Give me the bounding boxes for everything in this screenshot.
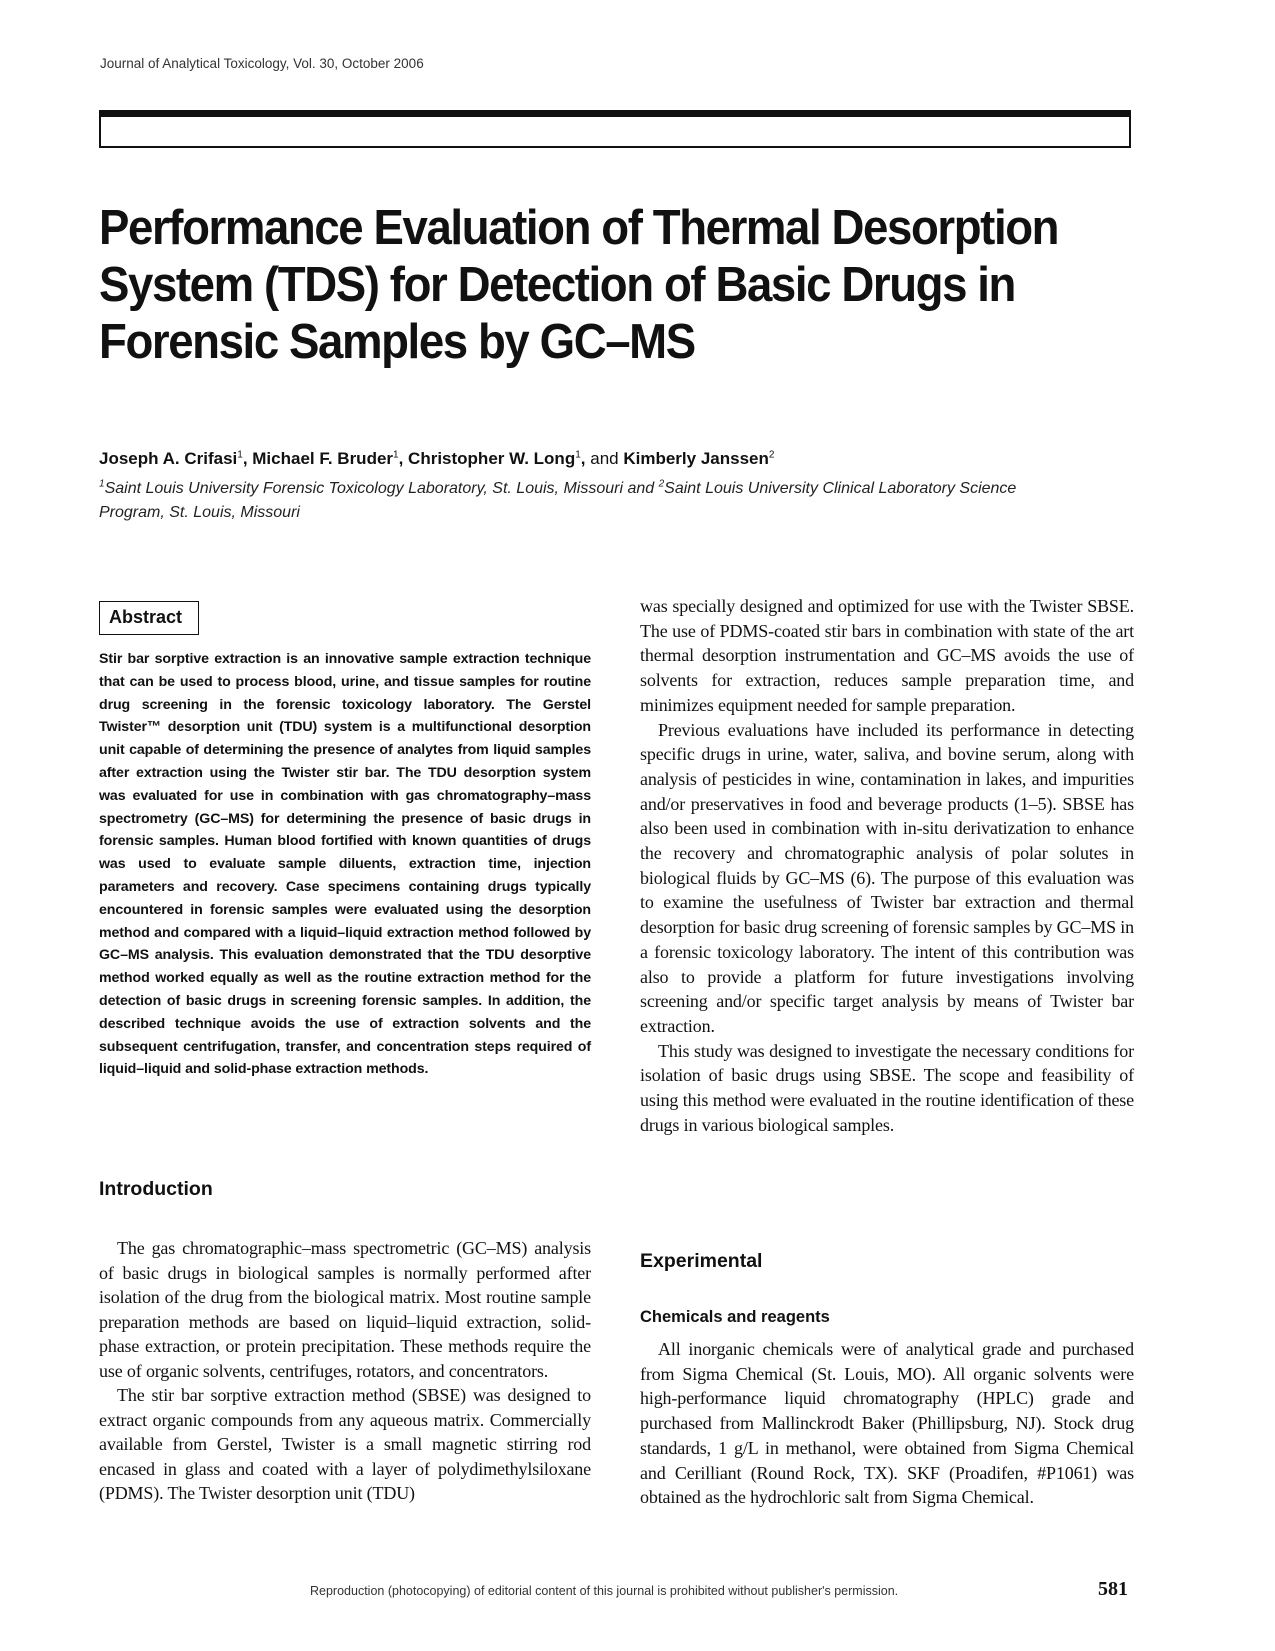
- running-head: Journal of Analytical Toxicology, Vol. 30, October 2006: [100, 56, 424, 71]
- affiliations: [99, 477, 1059, 525]
- page-number: 581: [1098, 1578, 1128, 1600]
- experimental-body: [640, 1337, 1134, 1510]
- author-2: Michael F. Bruder: [252, 449, 394, 468]
- author-3-affil: 1: [575, 449, 581, 461]
- author-3: Christopher W. Long: [408, 449, 576, 468]
- affil-sup-2: 2: [658, 478, 665, 490]
- right-paragraph-1: was specially designed and optimized for use with the Twister SBSE. The use of PDMS-coated stir bars in combination with state of the art thermal desorption instrumentation and GC–MS avoids the use of solvents for extraction, reduces sample preparation time, and minimizes equipment needed for sample preparation.: [640, 596, 1134, 715]
- author-2-affil: 1: [393, 449, 399, 461]
- introduction-paragraph-1: The gas chromatographic–mass spectrometric (GC–MS) analysis of basic drugs in biological samples is normally performed after isolation of the drug from the biological matrix. Most routine sample preparation methods are based on liquid–liquid extraction, solid-phase extraction, or protein precipitation. These methods require the use of organic solvents, centrifuges, rotators, and concentrators.: [99, 1238, 591, 1381]
- abstract-label: Abstract: [99, 601, 199, 635]
- author-4-affil: 2: [768, 449, 775, 461]
- chemicals-subheading: Chemicals and reagents: [640, 1308, 830, 1326]
- affil-text-1: Saint Louis University Forensic Toxicology Laboratory, St. Louis, Missouri and: [104, 480, 659, 497]
- abstract-text: Stir bar sorptive extraction is an innovative sample extraction technique that can be used to process blood, urine, and tissue samples for routine drug screening in the forensic toxicology laboratory. The Gerstel Twister™ desorption unit (TDU) system is a multifunctional desorption unit capable of determining the presence of analytes from liquid samples after extraction using the Twister stir bar. The TDU desorption system was evaluated for use in combination with gas chromatography–mass spectrometry (GC–MS) for determining the presence of basic drugs in forensic samples. Human blood fortified with known quantities of drugs was used to evaluate sample diluents, extraction time, injection parameters and recovery. Case specimens containing drugs typically encountered in forensic samples were evaluated using the desorption method and compared with a liquid–liquid extraction method followed by GC–MS analysis. This evaluation demonstrated that the TDU desorptive method worked equally as well as the routine extraction method for the detection of basic drugs in screening forensic samples. In addition, the described technique avoids the use of extraction solvents and the subsequent centrifugation, transfer, and concentration steps required of liquid–liquid and solid-phase extraction methods.: [99, 651, 591, 1078]
- author-4: Kimberly Janssen: [623, 449, 769, 468]
- author-1: Joseph A. Crifasi: [99, 449, 238, 468]
- copyright-notice: Reproduction (photocopying) of editorial content of this journal is prohibited without publisher's permission.: [310, 1584, 899, 1598]
- introduction-paragraph-2: The stir bar sorptive extraction method (SBSE) was designed to extract organic compounds from any aqueous matrix. Commercially available from Gerstel, Twister is a small magnetic stirring rod encased in glass and coated with a layer of polydimethylsiloxane (PDMS). The Twister desorption unit (TDU): [99, 1385, 591, 1503]
- author-1-affil: 1: [237, 449, 243, 461]
- introduction-heading: Introduction: [99, 1178, 213, 1200]
- author-list: Joseph A. Crifasi$^1$, Michael F. Bruder$^1$, Christopher W. Long$^1$, and Kimberly Janssen$^2$: [99, 449, 775, 468]
- right-paragraph-2: Previous evaluations have included its performance in detecting specific drugs in urine, water, saliva, and bovine serum, along with analysis of pesticides in wine, contamination in lakes, and impurities and/or preservatives in food and beverage products (1–5). SBSE has also been used in combination with in-situ derivatization to enhance the recovery and chromatographic analysis of polar solutes in biological fluids by GC–MS (6). The purpose of this evaluation was to examine the usefulness of Twister bar extraction and thermal desorption for basic drug screening of forensic samples by GC–MS in a forensic toxicology laboratory. The intent of this contribution was also to provide a platform for future investigations involving screening and/or specific target analysis by means of Twister bar extraction.: [640, 719, 1134, 1036]
- introduction-body: [99, 1236, 591, 1506]
- author-and: and: [590, 449, 619, 468]
- right-column-body: [640, 594, 1134, 1137]
- experimental-heading: Experimental: [640, 1250, 763, 1272]
- affil-sup-1: 1: [99, 478, 105, 490]
- affil-text-2: Saint Louis University Clinical Laboratory Science Program, St. Louis, Missouri: [99, 480, 1017, 521]
- experimental-paragraph-1: All inorganic chemicals were of analytical grade and purchased from Sigma Chemical (St. Louis, MO). All organic solvents were high-performance liquid chromatography (HPLC) grade and purchased from Mallinckrodt Baker (Phillipsburg, NJ). Stock drug standards, 1 g/L in methanol, were obtained from Sigma Chemical and Cerilliant (Round Rock, TX). SKF (Proadifen, #P1061) was obtained as the hydrochloric salt from Sigma Chemical.: [640, 1339, 1134, 1508]
- header-rule-box: [99, 110, 1131, 148]
- right-paragraph-3: This study was designed to investigate the necessary conditions for isolation of basic drugs using SBSE. The scope and feasibility of using this method were evaluated in the routine identification of these drugs in various biological samples.: [640, 1040, 1134, 1135]
- article-title: Performance Evaluation of Thermal Desorption System (TDS) for Detection of Basic Drugs in Forensic Samples by GC–MS: [99, 201, 1059, 369]
